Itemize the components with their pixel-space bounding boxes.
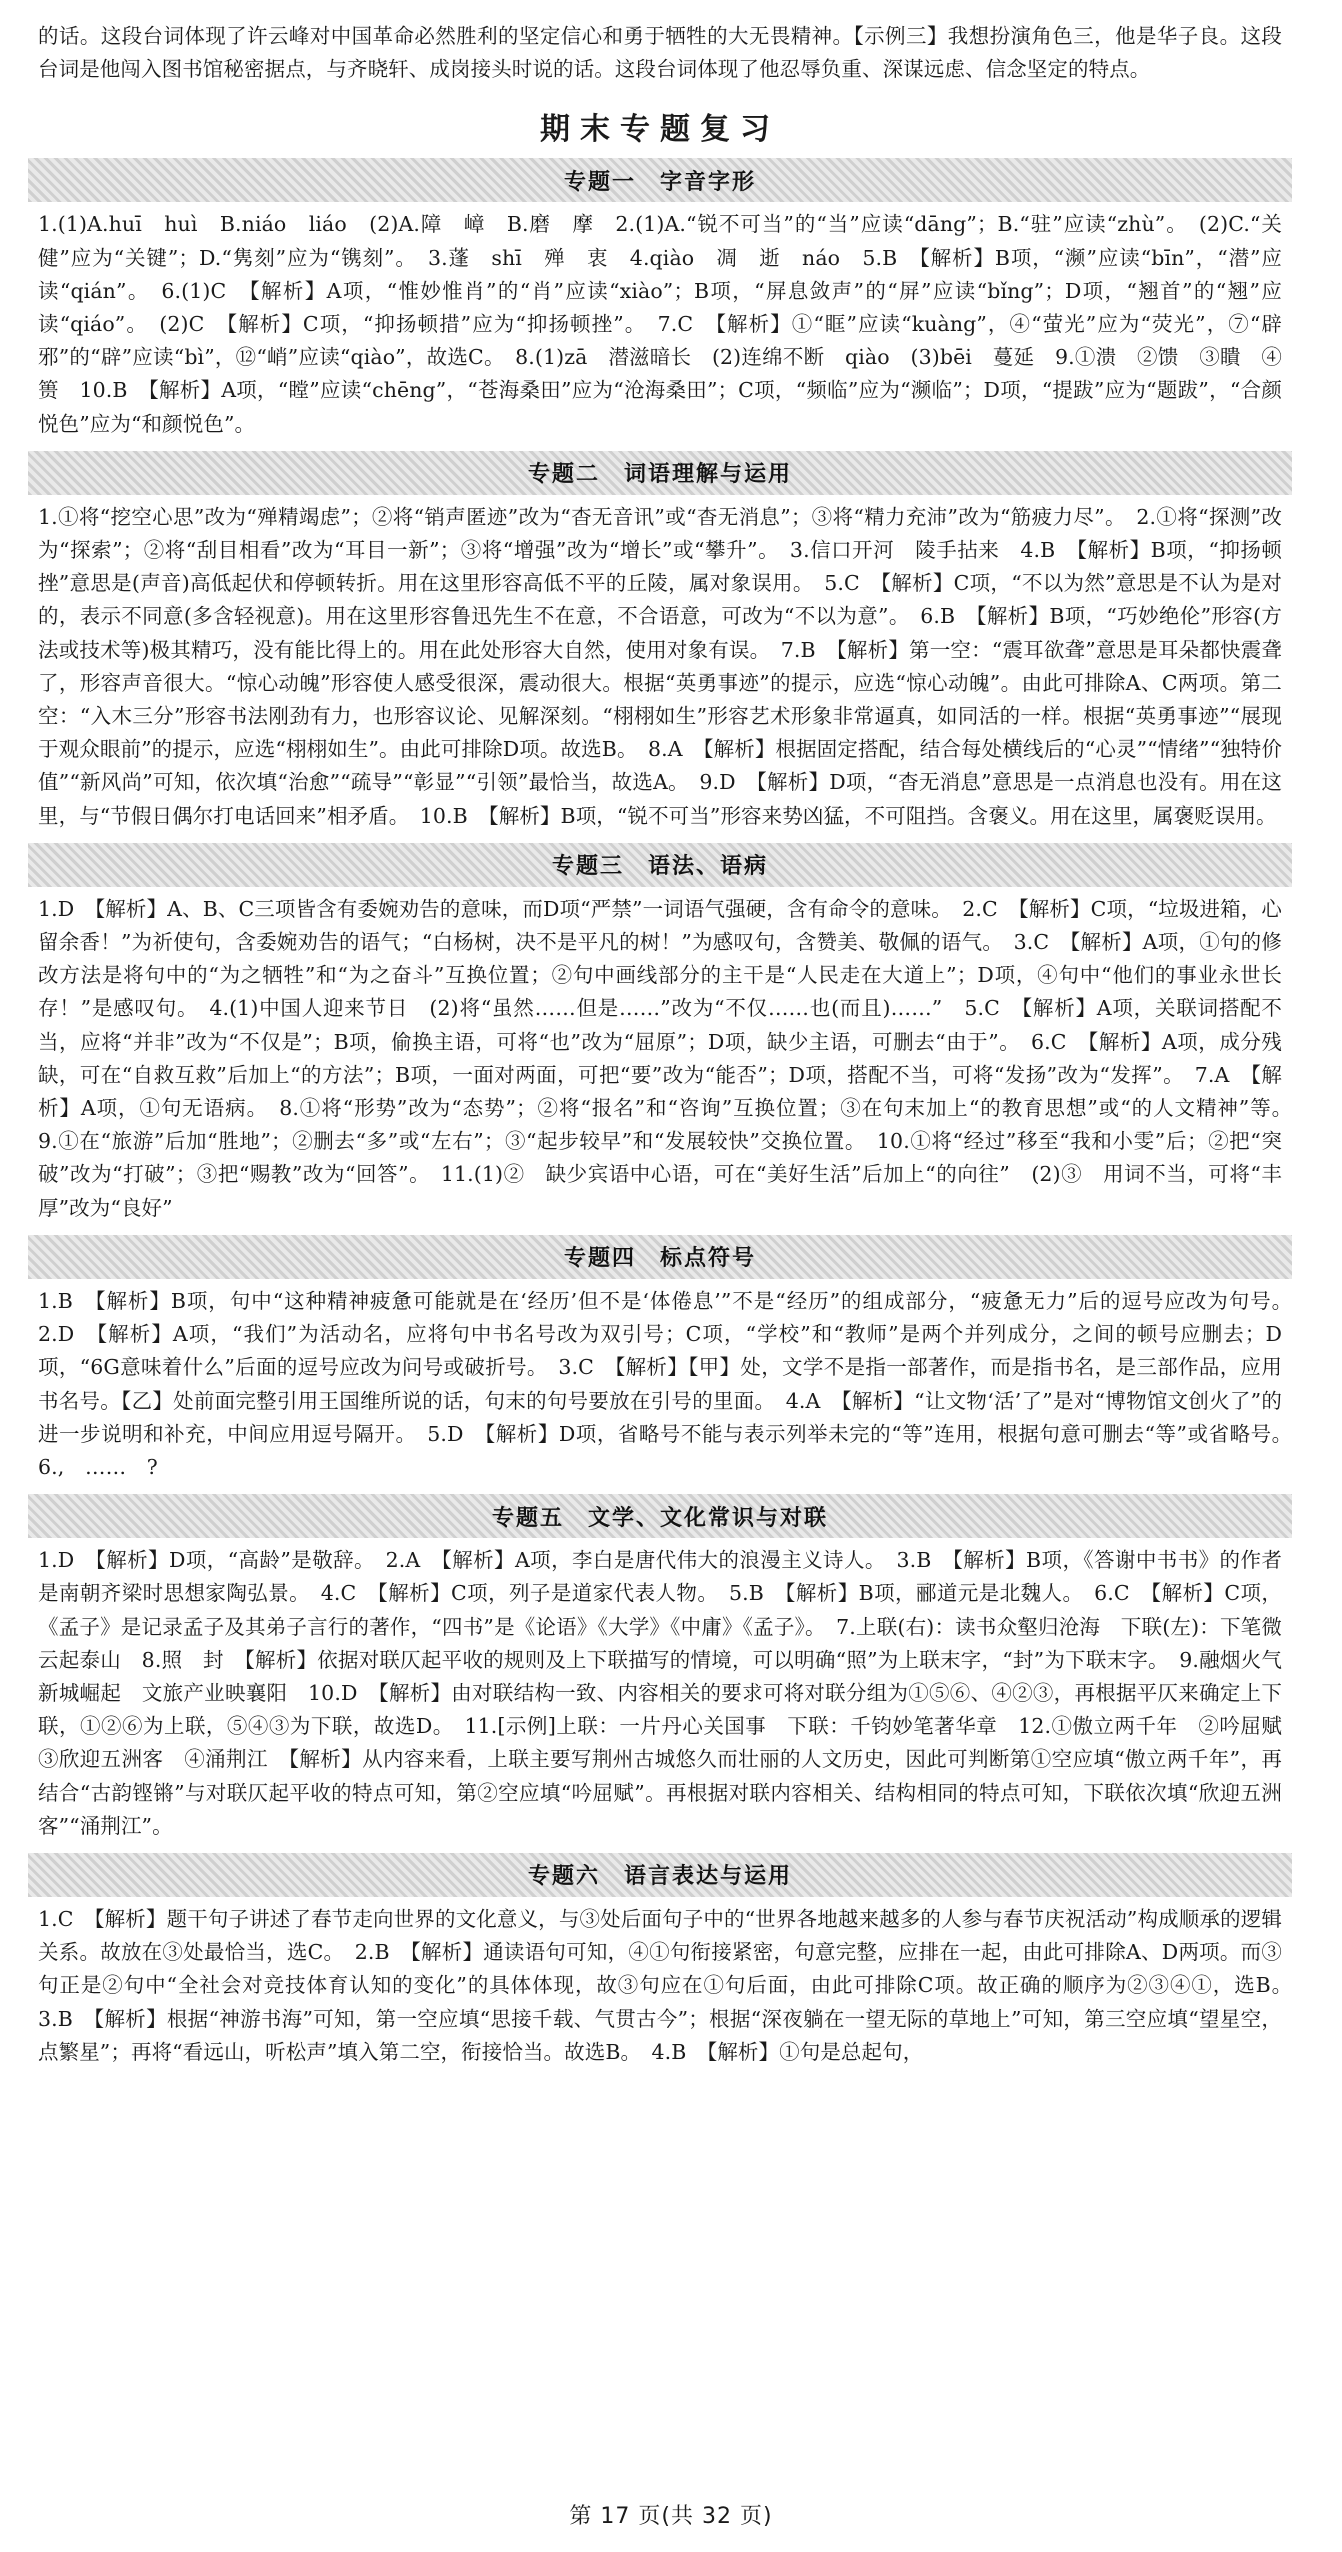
section-heading-band — [28, 1494, 1292, 1538]
section-heading: 专题五 文学、文化常识与对联 — [491, 1505, 828, 1531]
section-5 — [38, 1494, 1303, 1843]
intro-paragraph: 的话。这段台词体现了许云峰对中国革命必然胜利的坚定信心和勇于牺牲的大无畏精神。【示例三】我想扮演角色三，他是华子良。这段台词是他闯入图书馆秘密据点，与齐晓轩、成岗接头时说的话。这段台词体现了他忍辱负重、深谋远虑、信念坚定的特点。 — [38, 24, 1282, 82]
section-heading: 专题一 字音字形 — [563, 169, 756, 195]
section-heading: 专题三 语法、语病 — [551, 854, 768, 880]
section-heading: 专题四 标点符号 — [563, 1246, 756, 1272]
section-6 — [38, 1853, 1303, 2069]
section-3 — [38, 843, 1303, 1225]
section-heading-band — [28, 451, 1292, 495]
section-body: 1.B 【解析】B项，句中“这种精神疲惫可能就是在‘经历’但不是‘体倦息’”不是“经历”的组成部分，“疲惫无力”后的逗号应改为句号。 2.D 【解析】A项，“我们”为活动名，应将句中书名号改为双引号；C项，“学校”和“教师”是两个并列成分，之间的顿号应删去；D项，“6G意味着什么”后面的逗号应改为问号或破折号。 3.C 【解析】【甲】处，文学不是指一部著作，而是指书名，是三部作品，应用书名号。【乙】处前面完整引用王国维所说的话，句末的句号要放在引号的里面。 4.A 【解析】“让文物‘活’了”是对“博物馆文创火了”的进一步说明和补充，中间应用逗号隔开。 5.D 【解析】D项，省略号不能与表示列举未完的“等”连用，根据句意可删去“等”或省略号。 6., …… ? — [38, 1288, 1303, 1479]
section-body: 1.①将“挖空心思”改为“殚精竭虑”；②将“销声匿迹”改为“杳无音讯”或“杳无消息”；③将“精力充沛”改为“筋疲力尽”。 2.①将“探测”改为“探索”；②将“刮目相看”改为“耳目一新”；③将“增强”改为“增长”或“攀升”。 3.信口开河 陵手拈来 4.B 【解析】B项，“抑扬顿挫”意思是(声音)高低起伏和停顿转折。用在这里形容高低不平的丘陵，属对象误用。 5.C 【解析】C项，“不以为然”意思是不认为是对的，表示不同意(多含轻视意)。用在这里形容鲁迅先生不在意，不合语意，可改为“不以为意”。 6.B 【解析】B项，“巧妙绝伦”形容(方法或技术等)极其精巧，没有能比得上的。用在此处形容大自然，使用对象有误。 7.B 【解析】第一空：“震耳欲聋”意思是耳朵都快震聋了，形容声音很大。“惊心动魄”形容使人感受很深，震动很大。根据“英勇事迹”的提示，应选“惊心动魄”。由此可排除A、C两项。第二空：“入木三分”形容书法刚劲有力，也形容议论、见解深刻。“栩栩如生”形容艺术形象非常逼真，如同活的一样。根据“英勇事迹”“展现于观众眼前”的提示，应选“栩栩如生”。由此可排除D项。故选B。 8.A 【解析】根据固定搭配，结合每处横线后的“心灵”“情绪”“独特价值”“新风尚”可知，依次填“治愈”“疏导”“彰显”“引领”最恰当，故选A。 9.D 【解析】D项，“杳无消息”意思是一点消息也没有。用在这里，与“节假日偶尔打电话回来”相矛盾。 10.B 【解析】B项，“锐不可当”形容来势凶猛，不可阻挡。含褒义。用在这里，属褒贬误用。 — [38, 504, 1282, 828]
section-heading-band — [28, 1853, 1292, 1897]
section-heading-band — [28, 158, 1292, 202]
section-heading-band — [28, 843, 1292, 887]
section-body: 1.C 【解析】题干句子讲述了春节走向世界的文化意义，与③处后面句子中的“世界各地越来越多的人参与春节庆祝活动”构成顺承的逻辑关系。故放在③处最恰当，选C。 2.B 【解析】通读语句可知，④①句衔接紧密，句意完整，应排在一起，由此可排除A、D两项。而③句正是②句中“全社会对竞技体育认知的变化”的具体体现，故③句应在①句后面，由此可排除C项。故正确的顺序为②③④①，选B。 3.B 【解析】根据“神游书海”可知，第一空应填“思接千载、气贯古今”；根据“深夜躺在一望无际的草地上”可知，第三空应填“望星空，点繁星”；再将“看远山，听松声”填入第二空，衔接恰当。故选B。 4.B 【解析】①句是总起句， — [38, 1906, 1303, 2064]
section-body: 1.(1)A.huī huì B.niáo liáo (2)A.障 嶂 B.磨 摩 2.(1)A.“锐不可当”的“当”应读“dāng”；B.“驻”应读“zhù”。 (2)C.“关健”应为“关键”；D.“隽刻”应为“镌刻”。 3.蓬 shī 殚 衷 4.qiào 凋 逝 náo 5.B 【解析】B项，“濒”应读“bīn”，“潜”应读“qián”。 6.(1)C 【解析】A项，“惟妙惟肖”的“肖”应读“xiào”；B项，“屏息敛声”的“屏”应读“bǐng”；D项，“翘首”的“翘”应读“qiáo”。 (2)C 【解析】C项，“抑扬顿措”应为“抑扬顿挫”。 7.C 【解析】①“眶”应读“kuàng”，④“萤光”应为“荧光”，⑦“辟邪”的“辟”应读“bì”，⑫“峭”应读“qiào”，故选C。 8.(1)zā 潜滋暗长 (2)连绵不断 qiào (3)bēi 蔓延 9.①溃 ②馈 ③瞶 ④篑 10.B 【解析】A项，“瞠”应读“chēng”，“苍海桑田”应为“沧海桑田”；C项，“频临”应为“濒临”；D项，“提跋”应为“题跋”，“合颜悦色”应为“和颜悦色”。 — [38, 212, 1282, 436]
section-heading-band — [28, 1235, 1292, 1279]
section-4 — [38, 1235, 1303, 1484]
section-2 — [38, 451, 1282, 833]
page-title: 期末专题复习 — [540, 112, 780, 148]
section-heading: 专题二 词语理解与运用 — [527, 462, 792, 488]
page-footer: 第 17 页(共 32 页) — [569, 2504, 773, 2529]
section-body: 1.D 【解析】A、B、C三项皆含有委婉劝告的意味，而D项“严禁”一词语气强硬，含有命令的意味。 2.C 【解析】C项，“垃圾进箱，心留余香！”为祈使句，含委婉劝告的语气；“白杨树，决不是平凡的树！”为感叹句，含赞美、敬佩的语气。 3.C 【解析】A项，①句的修改方法是将句中的“为之牺牲”和“为之奋斗”互换位置；②句中画线部分的主干是“人民走在大道上”；D项，④句中“他们的事业永世长存！”是感叹句。 4.(1)中国人迎来节日 (2)将“虽然……但是……”改为“不仅……也(而且)……” 5.C 【解析】A项，关联词搭配不当，应将“并非”改为“不仅是”；B项，偷换主语，可将“也”改为“屈原”；D项，缺少主语，可删去“由于”。 6.C 【解析】A项，成分残缺，可在“自救互救”后加上“的方法”；B项，一面对两面，可把“要”改为“能否”；D项，搭配不当，可将“发扬”改为“发挥”。 7.A 【解析】A项，①句无语病。 8.①将“形势”改为“态势”；②将“报名”和“咨询”互换位置；③在句末加上“的教育思想”或“的人文精神”等。 9.①在“旅游”后加“胜地”；②删去“多”或“左右”；③“起步较早”和“发展较快”交换位置。 10.①将“经过”移至“我和小雯”后；②把“突破”改为“打破”；③把“赐教”改为“回答”。 11.(1)② 缺少宾语中心语，可在“美好生活”后加上“的向往” (2)③ 用词不当，可将“丰厚”改为“良好” — [38, 896, 1303, 1220]
section-body: 1.D 【解析】D项，“高龄”是敬辞。 2.A 【解析】A项，李白是唐代伟大的浪漫主义诗人。 3.B 【解析】B项，《答谢中书书》的作者是南朝齐梁时思想家陶弘景。 4.C 【解析】C项，列子是道家代表人物。 5.B 【解析】B项，郦道元是北魏人。 6.C 【解析】C项，《孟子》是记录孟子及其弟子言行的著作，“四书”是《论语》《大学》《中庸》《孟子》。 7.上联(右)：读书众壑归沧海 下联(左)：下笔微云起泰山 8.照 封 【解析】依据对联仄起平收的规则及上下联描写的情境，可以明确“照”为上联末字，“封”为下联末字。 9.融烟火气新城崛起 文旅产业映襄阳 10.D 【解析】由对联结构一致、内容相关的要求可将对联分组为①⑤⑥、④②③，再根据平仄来确定上下联，①②⑥为上联，⑤④③为下联，故选D。 11.[示例]上联：一片丹心关国事 下联：千钧妙笔著华章 12.①傲立两千年 ②吟屈赋 ③欣迎五洲客 ④涌荆江 【解析】从内容来看，上联主要写荆州古城悠久而壮丽的人文历史，因此可判断第①空应填“傲立两千年”，再结合“古韵铿锵”与对联仄起平收的特点可知，第②空应填“吟屈赋”。再根据对联内容相关、结构相同的特点可知，下联依次填“欣迎五洲客”“涌荆江”。 — [38, 1548, 1303, 1838]
section-1 — [38, 158, 1282, 440]
section-heading: 专题六 语言表达与运用 — [527, 1864, 792, 1890]
